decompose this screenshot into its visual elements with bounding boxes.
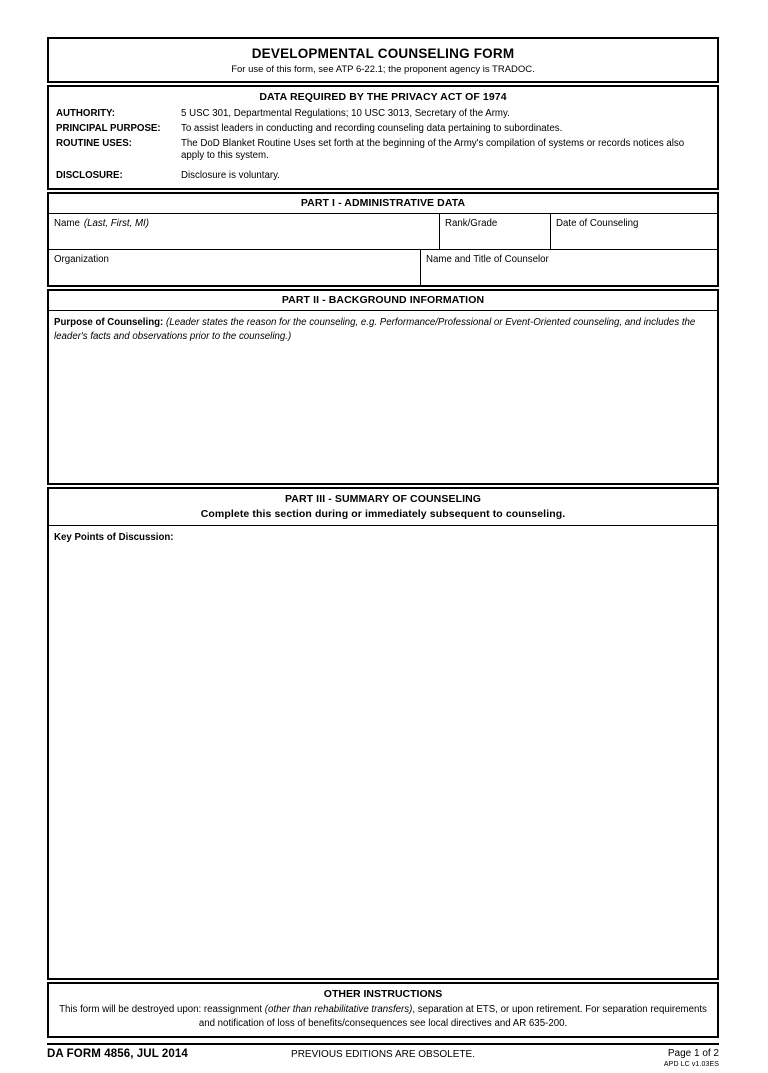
- privacy-act-block: [47, 85, 719, 190]
- other-instructions-text: [59, 1003, 707, 1030]
- other-instructions-text-italic: (other than rehabilitative transfers): [264, 1004, 413, 1016]
- form-footer: [47, 1043, 719, 1073]
- disclosure-value: Disclosure is voluntary.: [181, 170, 280, 182]
- form-identifier: DA FORM 4856, JUL 2014: [47, 1047, 188, 1060]
- purpose-of-counseling-hint: (Leader states the reason for the counseling, e.g. Performance/Professional or Event-Oriented counseling, and includes the leader's facts and observations prior to the counseling.): [54, 317, 696, 342]
- counselor-label: Name and Title of Counselor: [426, 254, 549, 266]
- other-instructions-text-before: This form will be destroyed upon: reassignment: [59, 1004, 263, 1016]
- name-label: Name: [54, 218, 80, 230]
- key-points-field[interactable]: [49, 526, 717, 978]
- footer-rule: [47, 1043, 719, 1045]
- privacy-row-routine-uses: [53, 138, 713, 166]
- authority-value: 5 USC 301, Departmental Regulations; 10 USC 3013, Secretary of the Army.: [181, 107, 510, 119]
- principal-purpose-value: To assist leaders in conducting and recording counseling data pertaining to subordinates.: [181, 122, 563, 134]
- purpose-of-counseling-label: Purpose of Counseling:: [54, 317, 164, 329]
- part-3-heading: PART III - SUMMARY OF COUNSELING: [284, 493, 482, 506]
- title-block: [47, 37, 719, 83]
- disclosure-label: DISCLOSURE:: [56, 170, 123, 182]
- routine-uses-value: The DoD Blanket Routine Uses set forth at the beginning of the Army's compilation of systems or records notices also apply to this system.: [181, 137, 685, 162]
- part-2-heading: PART II - BACKGROUND INFORMATION: [281, 294, 485, 307]
- key-points-label: Key Points of Discussion:: [54, 532, 174, 544]
- privacy-row-principal-purpose: [53, 123, 713, 138]
- part-3-subheading: Complete this section during or immediately subsequent to counseling.: [200, 508, 566, 521]
- privacy-act-rows: [49, 108, 717, 188]
- part-3-heading-group: [49, 489, 717, 525]
- rank-grade-field[interactable]: [439, 214, 550, 249]
- other-instructions-block: [47, 982, 719, 1037]
- other-instructions-heading: OTHER INSTRUCTIONS: [323, 988, 443, 1001]
- page-number: Page 1 of 2: [667, 1047, 719, 1059]
- da-form-4856: [47, 37, 719, 1073]
- other-instructions-text-after: , separation at ETS, or upon retirement. For separation requirements and notification of loss of benefits/consequences see local directives and AR 635-200.: [198, 1004, 707, 1029]
- routine-uses-label: ROUTINE USES:: [56, 137, 132, 149]
- organization-label: Organization: [54, 254, 109, 266]
- part-1-heading: PART I - ADMINISTRATIVE DATA: [300, 196, 466, 209]
- name-field[interactable]: [49, 214, 439, 249]
- part-1-block: [47, 192, 719, 287]
- date-of-counseling-label: Date of Counseling: [556, 218, 639, 230]
- part-1-row-organization: [49, 250, 717, 285]
- purpose-of-counseling-field[interactable]: [49, 311, 717, 483]
- date-of-counseling-field[interactable]: [550, 214, 717, 249]
- part-2-block: [47, 289, 719, 485]
- page-title: DEVELOPMENTAL COUNSELING FORM: [251, 46, 515, 61]
- principal-purpose-label: PRINCIPAL PURPOSE:: [56, 122, 161, 134]
- counselor-field[interactable]: [420, 250, 717, 285]
- rank-grade-label: Rank/Grade: [445, 218, 498, 230]
- authority-label: AUTHORITY:: [56, 107, 116, 119]
- previous-editions-notice: PREVIOUS EDITIONS ARE OBSOLETE.: [291, 1048, 475, 1060]
- name-hint: (Last, First, MI): [83, 218, 149, 230]
- apd-version: APD LC v1.03ES: [663, 1061, 719, 1069]
- part-1-row-name: [49, 214, 717, 249]
- privacy-act-heading: DATA REQUIRED BY THE PRIVACY ACT OF 1974: [259, 90, 507, 103]
- privacy-row-disclosure: [53, 165, 713, 186]
- privacy-row-authority: [53, 108, 713, 123]
- part-3-block: [47, 487, 719, 980]
- organization-field[interactable]: [49, 250, 420, 285]
- page-number-group: [664, 1048, 719, 1070]
- form-subtitle: For use of this form, see ATP 6-22.1; the proponent agency is TRADOC.: [231, 63, 535, 75]
